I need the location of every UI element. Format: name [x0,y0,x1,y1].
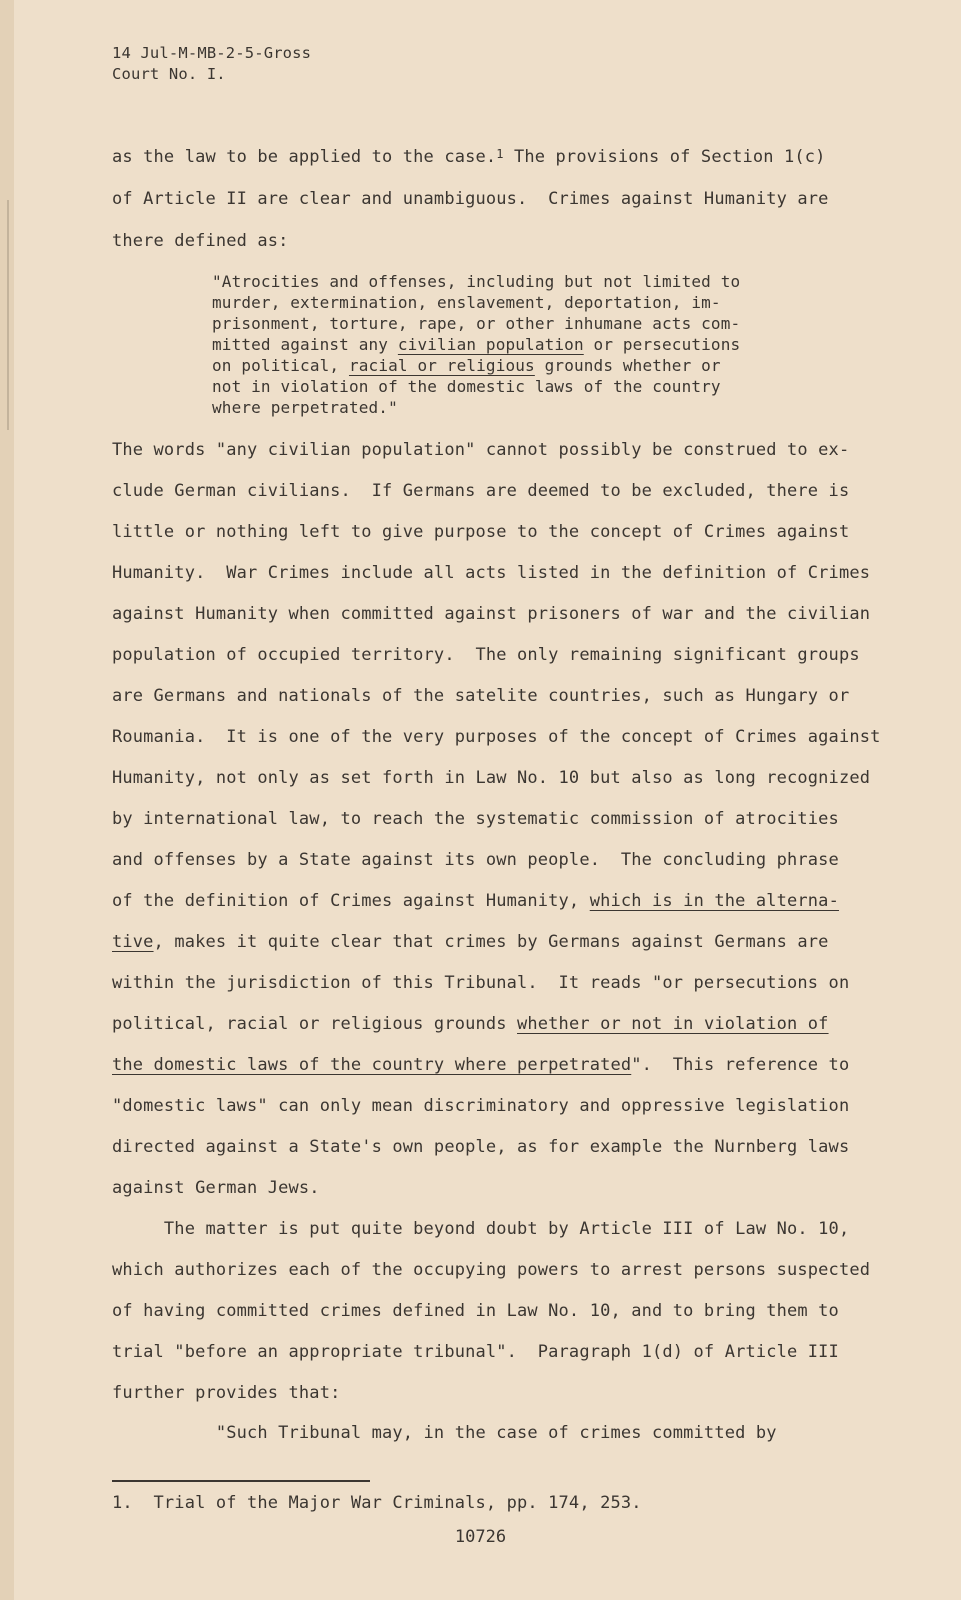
underlined-text: tive [112,932,154,952]
text-run: political, racial or religious grounds [112,1014,518,1034]
header-court: Court No. I. [112,65,226,83]
quote-line: prisonment, torture, rape, or other inhumane acts com- [212,314,741,333]
body-line: further provides that: [112,1383,341,1403]
body-line: of Article II are clear and unambiguous. Crimes against Humanity are [112,189,829,209]
body-line: and offenses by a State against its own people. The concluding phrase [112,850,839,870]
text-run: grounds whether or [534,356,721,375]
body-line: Humanity. War Crimes include all acts listed in the definition of Crimes [112,563,871,583]
underlined-text: racial or religious [348,356,535,375]
body-line: by international law, to reach the systematic commission of atrocities [112,809,839,829]
quote-line: "Atrocities and offenses, including but not limited to [212,272,741,291]
body-line: against Humanity when committed against prisoners of war and the civilian [112,604,871,624]
body-line: against German Jews. [112,1178,320,1198]
body-line: directed against a State's own people, as for example the Nurnberg laws [112,1137,850,1157]
body-line [112,147,826,168]
body-line: clude German civilians. If Germans are deemed to be excluded, there is [112,481,850,501]
underlined-text: which is in the alterna- [589,891,839,911]
body-line: trial "before an appropriate tribunal". Paragraph 1(d) of Article III [112,1342,839,1362]
body-line: Roumania. It is one of the very purposes of the concept of Crimes against [112,727,881,747]
body-line: there defined as: [112,231,289,251]
text-run: on political, [212,356,349,375]
quote-line: not in violation of the domestic laws of the country [212,377,721,396]
text-run: or persecutions [583,335,741,354]
quote-line [212,336,740,354]
body-line [112,1055,849,1075]
quote-line [212,357,721,375]
body-line: population of occupied territory. The only remaining significant groups [112,645,860,665]
text-run: , makes it quite clear that crimes by Germans against Germans are [153,932,829,952]
text-run: mitted against any [212,335,398,354]
body-line [112,932,829,952]
quote-line: where perpetrated." [212,398,398,417]
body-line: The matter is put quite beyond doubt by Article III of Law No. 10, [112,1219,850,1239]
footnote-marker: 1 [496,147,504,161]
text-run: The provisions of Section 1(c) [503,147,826,167]
body-line: are Germans and nationals of the satelite countries, such as Hungary or [112,686,850,706]
text-run: of the definition of Crimes against Humanity, [112,891,590,911]
body-line: of having committed crimes defined in Law No. 10, and to bring them to [112,1301,839,1321]
body-line: "domestic laws" can only mean discriminatory and oppressive legislation [112,1096,850,1116]
body-line: within the jurisdiction of this Tribunal. It reads "or persecutions on [112,973,850,993]
body-line [112,891,839,911]
footnote: 1. Trial of the Major War Criminals, pp. 174, 253. [112,1493,642,1513]
body-line: Humanity, not only as set forth in Law No. 10 but also as long recognized [112,768,871,788]
body-line: The words "any civilian population" cannot possibly be construed to ex- [112,440,850,460]
underlined-text: the domestic laws of the country where perpetrated [112,1055,632,1075]
body-line: which authorizes each of the occupying powers to arrest persons suspected [112,1260,871,1280]
header-reference: 14 Jul-M-MB-2-5-Gross [112,44,312,62]
text-run: as the law to be applied to the case. [112,147,497,167]
body-line [112,1014,829,1034]
text-run: ". This reference to [631,1055,850,1075]
body-line: "Such Tribunal may, in the case of crimes committed by [112,1423,777,1443]
footnote-rule [112,1480,370,1482]
underlined-text: civilian population [397,335,584,354]
page-number: 10726 [454,1527,507,1547]
quote-line: murder, extermination, enslavement, deportation, im- [212,293,721,312]
body-line: little or nothing left to give purpose to the concept of Crimes against [112,522,850,542]
paper-crease [7,200,9,430]
underlined-text: whether or not in violation of [517,1014,829,1034]
